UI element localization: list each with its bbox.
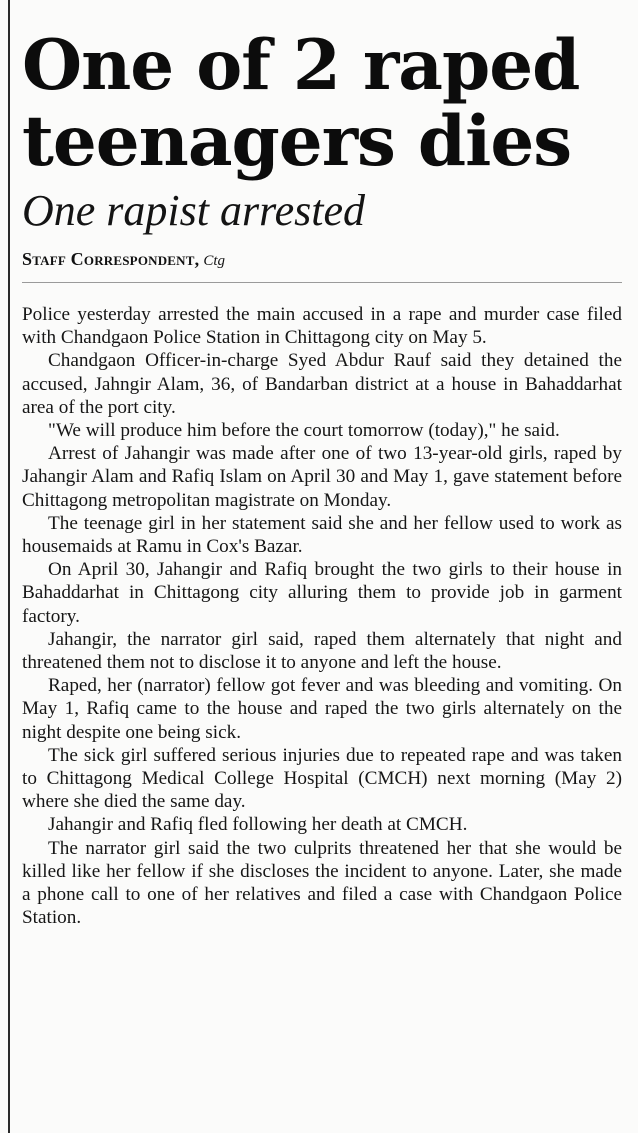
- paragraph: Arrest of Jahangir was made after one of two 13-year-old girls, raped by Jahangir Alam and Rafiq Islam on April 30 and May 1, gave statement before Chittagong metropolitan magistrate on Monday.: [22, 443, 622, 511]
- column-divider: [8, 0, 10, 1133]
- byline-author: Staff Correspondent,: [22, 249, 200, 269]
- article: [22, 25, 622, 929]
- headline: One of 2 raped teenagers dies: [22, 25, 580, 182]
- article-body: [22, 303, 622, 929]
- byline-location: Ctg: [203, 253, 226, 269]
- paragraph: Jahangir, the narrator girl said, raped them alternately that night and threatened them not to disclose it to anyone and left the house.: [22, 628, 622, 674]
- paragraph: Raped, her (narrator) fellow got fever and was bleeding and vomiting. On May 1, Rafiq came to the house and raped the two girls alternately on the night despite one being sick.: [22, 675, 622, 743]
- paragraph: On April 30, Jahangir and Rafiq brought the two girls to their house in Bahaddarhat in Chittagong city alluring them to provide job in garment factory.: [22, 559, 622, 627]
- subheadline: One rapist arrested: [22, 186, 366, 235]
- paragraph: "We will produce him before the court tomorrow (today)," he said.: [48, 420, 560, 442]
- byline: [22, 250, 622, 283]
- paragraph: Chandgaon Officer-in-charge Syed Abdur Rauf said they detained the accused, Jahngir Alam, 36, of Bandarban district at a house in Bahaddarhat area of the port city.: [22, 350, 622, 418]
- paragraph: The sick girl suffered serious injuries due to repeated rape and was taken to Chittagong Medical College Hospital (CMCH) next morning (May 2) where she died the same day.: [22, 744, 622, 813]
- paragraph: The narrator girl said the two culprits threatened her that she would be killed like her fellow if she discloses the incident to anyone. Later, she made a phone call to one of her relatives and filed a case with Chandgaon Police Station.: [22, 837, 622, 929]
- paragraph: The teenage girl in her statement said she and her fellow used to work as housemaids at Ramu in Cox's Bazar.: [22, 512, 622, 558]
- paragraph: Jahangir and Rafiq fled following her death at CMCH.: [48, 814, 468, 836]
- paragraph: Police yesterday arrested the main accused in a rape and murder case filed with Chandgaon Police Station in Chittagong city on May 5.: [22, 304, 622, 349]
